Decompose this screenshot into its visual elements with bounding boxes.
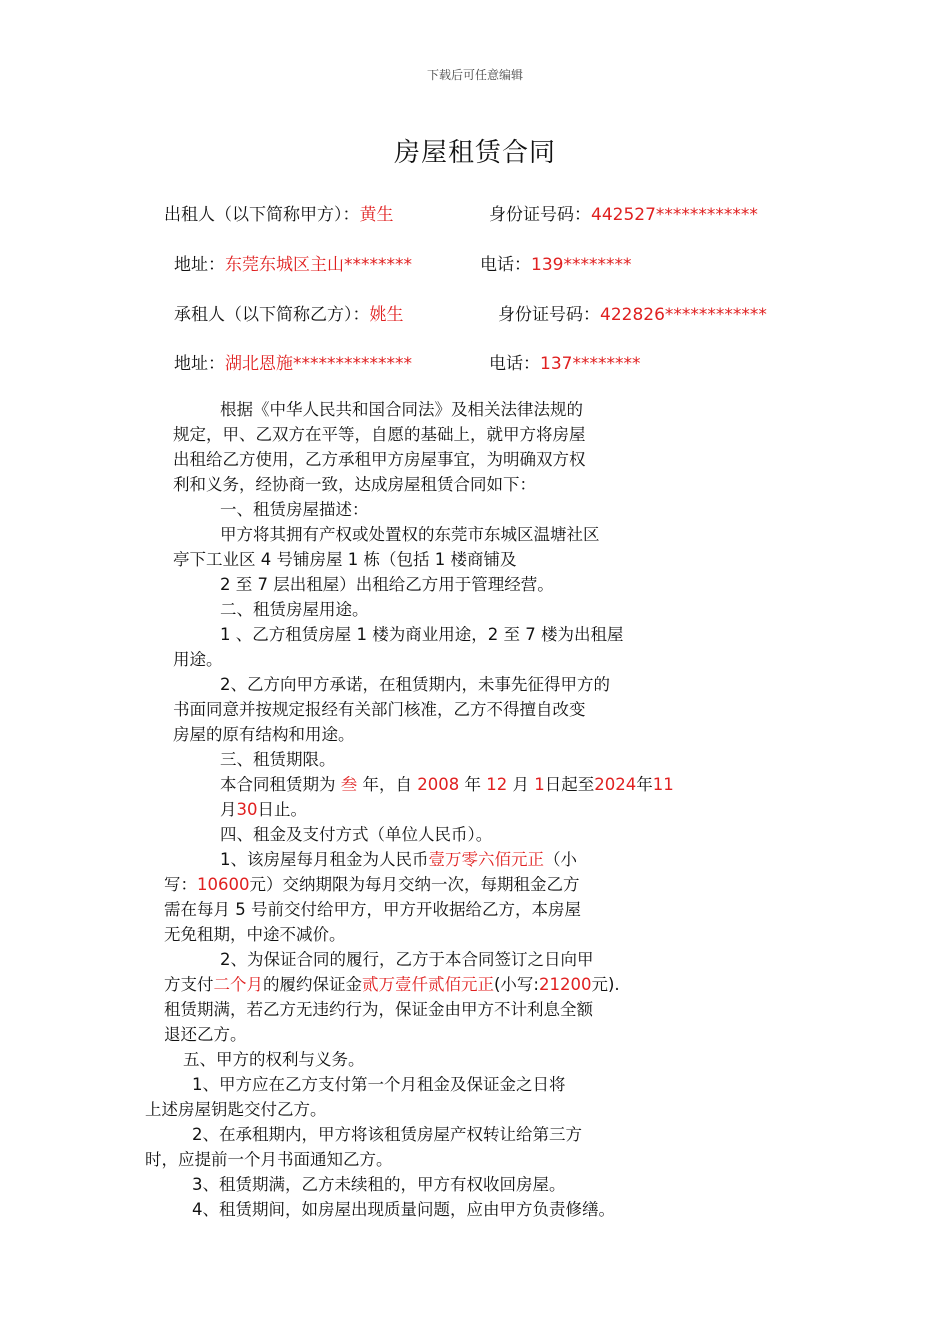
term-text: 年，自 bbox=[362, 775, 412, 794]
rent-amount-number: 10600 bbox=[197, 875, 250, 894]
section-2-line: 房屋的原有结构和用途。 bbox=[173, 725, 355, 744]
lessee-id-label: 身份证号码： bbox=[498, 305, 600, 325]
deposit-text: 元). bbox=[591, 975, 620, 994]
deposit-line: 退还乙方。 bbox=[164, 1025, 247, 1044]
deposit-line bbox=[164, 973, 620, 997]
section-3-heading: 三、租赁期限。 bbox=[220, 750, 336, 769]
deposit-months: 二个月 bbox=[213, 975, 263, 994]
lessor-phone-label: 电话： bbox=[480, 255, 531, 275]
rent-line bbox=[164, 873, 580, 897]
lessor-phone-row bbox=[480, 250, 631, 275]
start-day: 1 bbox=[534, 775, 545, 794]
deposit-line: 租赁期满，若乙方无违约行为，保证金由甲方不计利息全额 bbox=[164, 1000, 593, 1019]
term-years: 叁 bbox=[340, 775, 358, 794]
lessee-address-label: 地址： bbox=[174, 354, 225, 374]
term-text: 日起至 bbox=[544, 775, 595, 794]
rent-text: 1、该房屋每月租金为人民币 bbox=[220, 850, 429, 869]
deposit-amount-words: 贰万壹仟贰佰元正 bbox=[362, 975, 494, 994]
section-5-line: 2、在承租期内，甲方将该租赁房屋产权转让给第三方 bbox=[192, 1125, 582, 1144]
start-month: 12 bbox=[486, 775, 508, 794]
term-text: 月 bbox=[512, 775, 529, 794]
lessee-id-row bbox=[498, 300, 767, 325]
section-1-line: 亭下工业区 4 号铺房屋 1 栋（包括 1 楼商铺及 bbox=[173, 550, 517, 569]
section-2-line: 用途。 bbox=[173, 650, 223, 669]
rent-amount-words: 壹万零六佰元正 bbox=[428, 850, 544, 869]
lessee-address-row bbox=[174, 349, 412, 374]
lessee-label: 承租人（以下简称乙方）： bbox=[174, 305, 370, 325]
lessor-phone: 139******** bbox=[531, 255, 632, 275]
rent-text: 元）交纳期限为每月交纳一次，每期租金乙方 bbox=[249, 875, 580, 894]
intro-line: 出租给乙方使用，乙方承租甲方房屋事宜，为明确双方权 bbox=[173, 450, 586, 469]
lessor-label: 出租人（以下简称甲方）： bbox=[164, 205, 360, 225]
rent-line bbox=[220, 848, 577, 872]
lessor-row bbox=[164, 200, 394, 225]
section-5-heading: 五、甲方的权利与义务。 bbox=[183, 1050, 365, 1069]
lessee-name: 姚生 bbox=[369, 305, 404, 325]
rent-text: 写： bbox=[164, 875, 197, 894]
lessee-address: 湖北恩施************** bbox=[225, 354, 412, 374]
deposit-text: 方支付 bbox=[164, 975, 214, 994]
term-prefix: 本合同租赁期为 bbox=[220, 775, 336, 794]
section-5-line: 3、租赁期满，乙方未续租的，甲方有权收回房屋。 bbox=[192, 1175, 566, 1194]
end-year: 2024 bbox=[594, 775, 637, 794]
term-text: 年 bbox=[464, 775, 481, 794]
rent-text: （小 bbox=[544, 850, 577, 869]
lessee-row bbox=[174, 300, 404, 325]
page-header-note: 下载后可任意编辑 bbox=[426, 68, 523, 82]
end-month: 11 bbox=[652, 775, 674, 794]
intro-line: 利和义务，经协商一致，达成房屋租赁合同如下： bbox=[173, 475, 536, 494]
section-5-line: 上述房屋钥匙交付乙方。 bbox=[145, 1100, 327, 1119]
contract-title: 房屋租赁合同 bbox=[393, 138, 556, 168]
deposit-text: 的履约保证金 bbox=[263, 975, 362, 994]
lessor-id-label: 身份证号码： bbox=[489, 205, 591, 225]
rent-line: 需在每月 5 号前交付给甲方，甲方开收据给乙方，本房屋 bbox=[164, 900, 581, 919]
end-day: 30 bbox=[236, 800, 258, 819]
start-year: 2008 bbox=[417, 775, 460, 794]
lessee-id: 422826************ bbox=[600, 305, 767, 325]
lease-term-line-2 bbox=[220, 798, 307, 822]
lessor-id-row bbox=[489, 200, 758, 225]
deposit-amount-number: 21200 bbox=[539, 975, 592, 994]
lessor-id: 442527************ bbox=[591, 205, 758, 225]
section-1-line: 甲方将其拥有产权或处置权的东莞市东城区温塘社区 bbox=[220, 525, 600, 544]
term-text: 年 bbox=[636, 775, 653, 794]
deposit-line: 2、为保证合同的履行，乙方于本合同签订之日向甲 bbox=[220, 950, 594, 969]
section-2-line: 2、乙方向甲方承诺，在租赁期内，未事先征得甲方的 bbox=[220, 675, 610, 694]
lessee-phone-label: 电话： bbox=[489, 354, 540, 374]
section-5-line: 1、甲方应在乙方支付第一个月租金及保证金之日将 bbox=[192, 1075, 566, 1094]
lessor-name: 黄生 bbox=[359, 205, 394, 225]
lessor-address: 东莞东城区主山******** bbox=[225, 255, 412, 275]
rent-line: 无免租期，中途不减价。 bbox=[164, 925, 346, 944]
section-1-line: 2 至 7 层出租屋）出租给乙方用于管理经营。 bbox=[220, 575, 554, 594]
lease-term-line bbox=[220, 773, 674, 797]
term-text: 月 bbox=[220, 800, 237, 819]
lessee-phone-row bbox=[489, 349, 640, 374]
lessor-address-label: 地址： bbox=[174, 255, 225, 275]
section-5-line: 4、租赁期间，如房屋出现质量问题，应由甲方负责修缮。 bbox=[192, 1200, 615, 1219]
term-text: 日止。 bbox=[257, 800, 307, 819]
lessor-address-row bbox=[174, 250, 412, 275]
section-2-heading: 二、租赁房屋用途。 bbox=[220, 600, 369, 619]
section-5-line: 时，应提前一个月书面通知乙方。 bbox=[145, 1150, 393, 1169]
intro-line: 根据《中华人民共和国合同法》及相关法律法规的 bbox=[220, 400, 583, 419]
intro-line: 规定，甲、乙双方在平等，自愿的基础上，就甲方将房屋 bbox=[173, 425, 586, 444]
lessee-phone: 137******** bbox=[540, 354, 641, 374]
section-2-line: 书面同意并按规定报经有关部门核准，乙方不得擅自改变 bbox=[173, 700, 586, 719]
section-1-heading: 一、租赁房屋描述： bbox=[220, 500, 369, 519]
section-4-heading: 四、租金及支付方式（单位人民币）。 bbox=[220, 825, 493, 844]
section-2-line: 1 、乙方租赁房屋 1 楼为商业用途，2 至 7 楼为出租屋 bbox=[220, 625, 624, 644]
deposit-text: (小写: bbox=[494, 975, 539, 994]
